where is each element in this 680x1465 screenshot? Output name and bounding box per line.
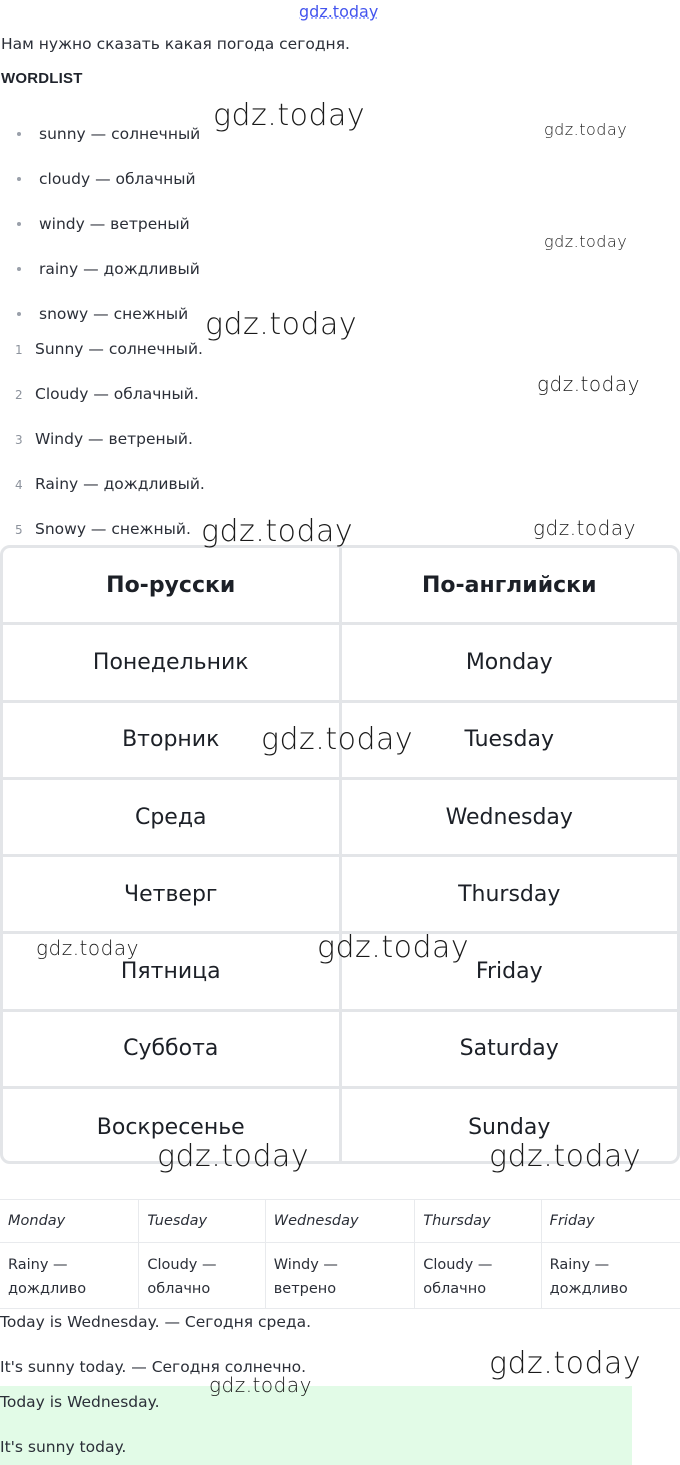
table-row: [3, 780, 677, 857]
watermark: gdz.today: [544, 232, 628, 251]
table-cell: Friday: [475, 959, 543, 985]
list-item: [17, 169, 196, 189]
numbered-item-text: Snowy — снежный.: [35, 520, 191, 538]
table-cell: Суббота: [3, 1012, 342, 1086]
list-item-text: cloudy — облачный: [39, 170, 196, 188]
column-header: Thursday: [415, 1200, 541, 1243]
numbered-item-text: Sunny — солнечный.: [35, 340, 203, 358]
table-row: [3, 1012, 677, 1089]
column-header: Monday: [0, 1200, 139, 1243]
column-header: Wednesday: [265, 1200, 414, 1243]
watermark: gdz.today: [537, 372, 640, 396]
table-cell: Monday: [465, 649, 553, 675]
item-number: 5: [15, 523, 23, 537]
table-row: [3, 857, 677, 934]
watermark: gdz.today: [489, 1346, 642, 1381]
watermark: gdz.today: [157, 1139, 310, 1174]
watermark: gdz.today: [489, 1139, 642, 1174]
table-cell: Wednesday: [445, 804, 573, 830]
watermark: gdz.today: [544, 120, 628, 139]
table-cell: Воскресенье: [3, 1089, 342, 1164]
bullet-icon: [17, 222, 21, 226]
numbered-item: [15, 429, 193, 449]
item-number: 3: [15, 433, 23, 447]
table-cell: Tuesday: [464, 727, 554, 753]
weather-table: [0, 1199, 680, 1309]
watermark: gdz.today: [205, 307, 358, 342]
bullet-icon: [17, 312, 21, 316]
table-cell: Cloudy — облачно: [415, 1243, 541, 1309]
list-item-text: snowy — снежный: [39, 305, 189, 323]
table-cell: Понедельник: [3, 625, 342, 699]
example-sentence: Today is Wednesday. — Сегодня среда.: [0, 1313, 311, 1331]
list-item: [17, 124, 200, 144]
table-cell: Windy — ветрено: [265, 1243, 414, 1309]
watermark: gdz.today: [36, 936, 139, 960]
column-header: Friday: [541, 1200, 680, 1243]
site-link[interactable]: gdz.today: [299, 2, 379, 21]
table-cell: Пятница: [3, 934, 342, 1008]
list-item-text: rainy — дождливый: [39, 260, 200, 278]
watermark: gdz.today: [213, 98, 366, 133]
table-cell: Четверг: [3, 857, 342, 931]
watermark: gdz.today: [209, 1373, 312, 1397]
answer-box: [0, 1386, 632, 1465]
numbered-item-text: Rainy — дождливый.: [35, 475, 205, 493]
numbered-item-text: Cloudy — облачный.: [35, 385, 199, 403]
wordlist-heading: WORDLIST: [1, 70, 83, 87]
table-row: [3, 625, 677, 702]
answer-line: Today is Wednesday.: [0, 1393, 160, 1411]
column-header: По-английски: [421, 572, 597, 598]
item-number: 4: [15, 478, 23, 492]
table-row: [0, 1243, 680, 1309]
numbered-item: [15, 519, 191, 539]
item-number: 2: [15, 388, 23, 402]
numbered-item: [15, 339, 203, 359]
table-cell: Thursday: [458, 881, 561, 907]
answer-line: It's sunny today.: [0, 1438, 127, 1456]
watermark: gdz.today: [533, 516, 636, 540]
numbered-item: [15, 474, 205, 494]
bullet-icon: [17, 132, 21, 136]
days-table: [0, 545, 680, 1164]
bullet-icon: [17, 177, 21, 181]
table-cell: Rainy — дождливо: [541, 1243, 680, 1309]
column-header: Tuesday: [139, 1200, 265, 1243]
weather-table-header: [0, 1200, 680, 1243]
list-item-text: sunny — солнечный: [39, 125, 201, 143]
item-number: 1: [15, 343, 23, 357]
bullet-icon: [17, 267, 21, 271]
list-item: [17, 214, 190, 234]
intro-text: Нам нужно сказать какая погода сегодня.: [1, 35, 350, 53]
table-cell: Sunday: [468, 1115, 551, 1141]
watermark: gdz.today: [317, 930, 470, 965]
numbered-item: [15, 384, 199, 404]
column-header: По-русски: [3, 548, 342, 622]
watermark: gdz.today: [261, 722, 414, 757]
days-table-header: [3, 548, 677, 625]
table-cell: Вторник: [3, 703, 342, 777]
list-item: [17, 304, 188, 324]
list-item: [17, 259, 200, 279]
example-sentence: It's sunny today. — Сегодня солнечно.: [0, 1358, 307, 1376]
table-cell: Saturday: [459, 1036, 559, 1062]
table-cell: Cloudy — облачно: [139, 1243, 265, 1309]
table-cell: Среда: [3, 780, 342, 854]
table-cell: Rainy — дождливо: [0, 1243, 139, 1309]
numbered-item-text: Windy — ветреный.: [35, 430, 193, 448]
list-item-text: windy — ветреный: [39, 215, 190, 233]
watermark: gdz.today: [201, 514, 354, 549]
